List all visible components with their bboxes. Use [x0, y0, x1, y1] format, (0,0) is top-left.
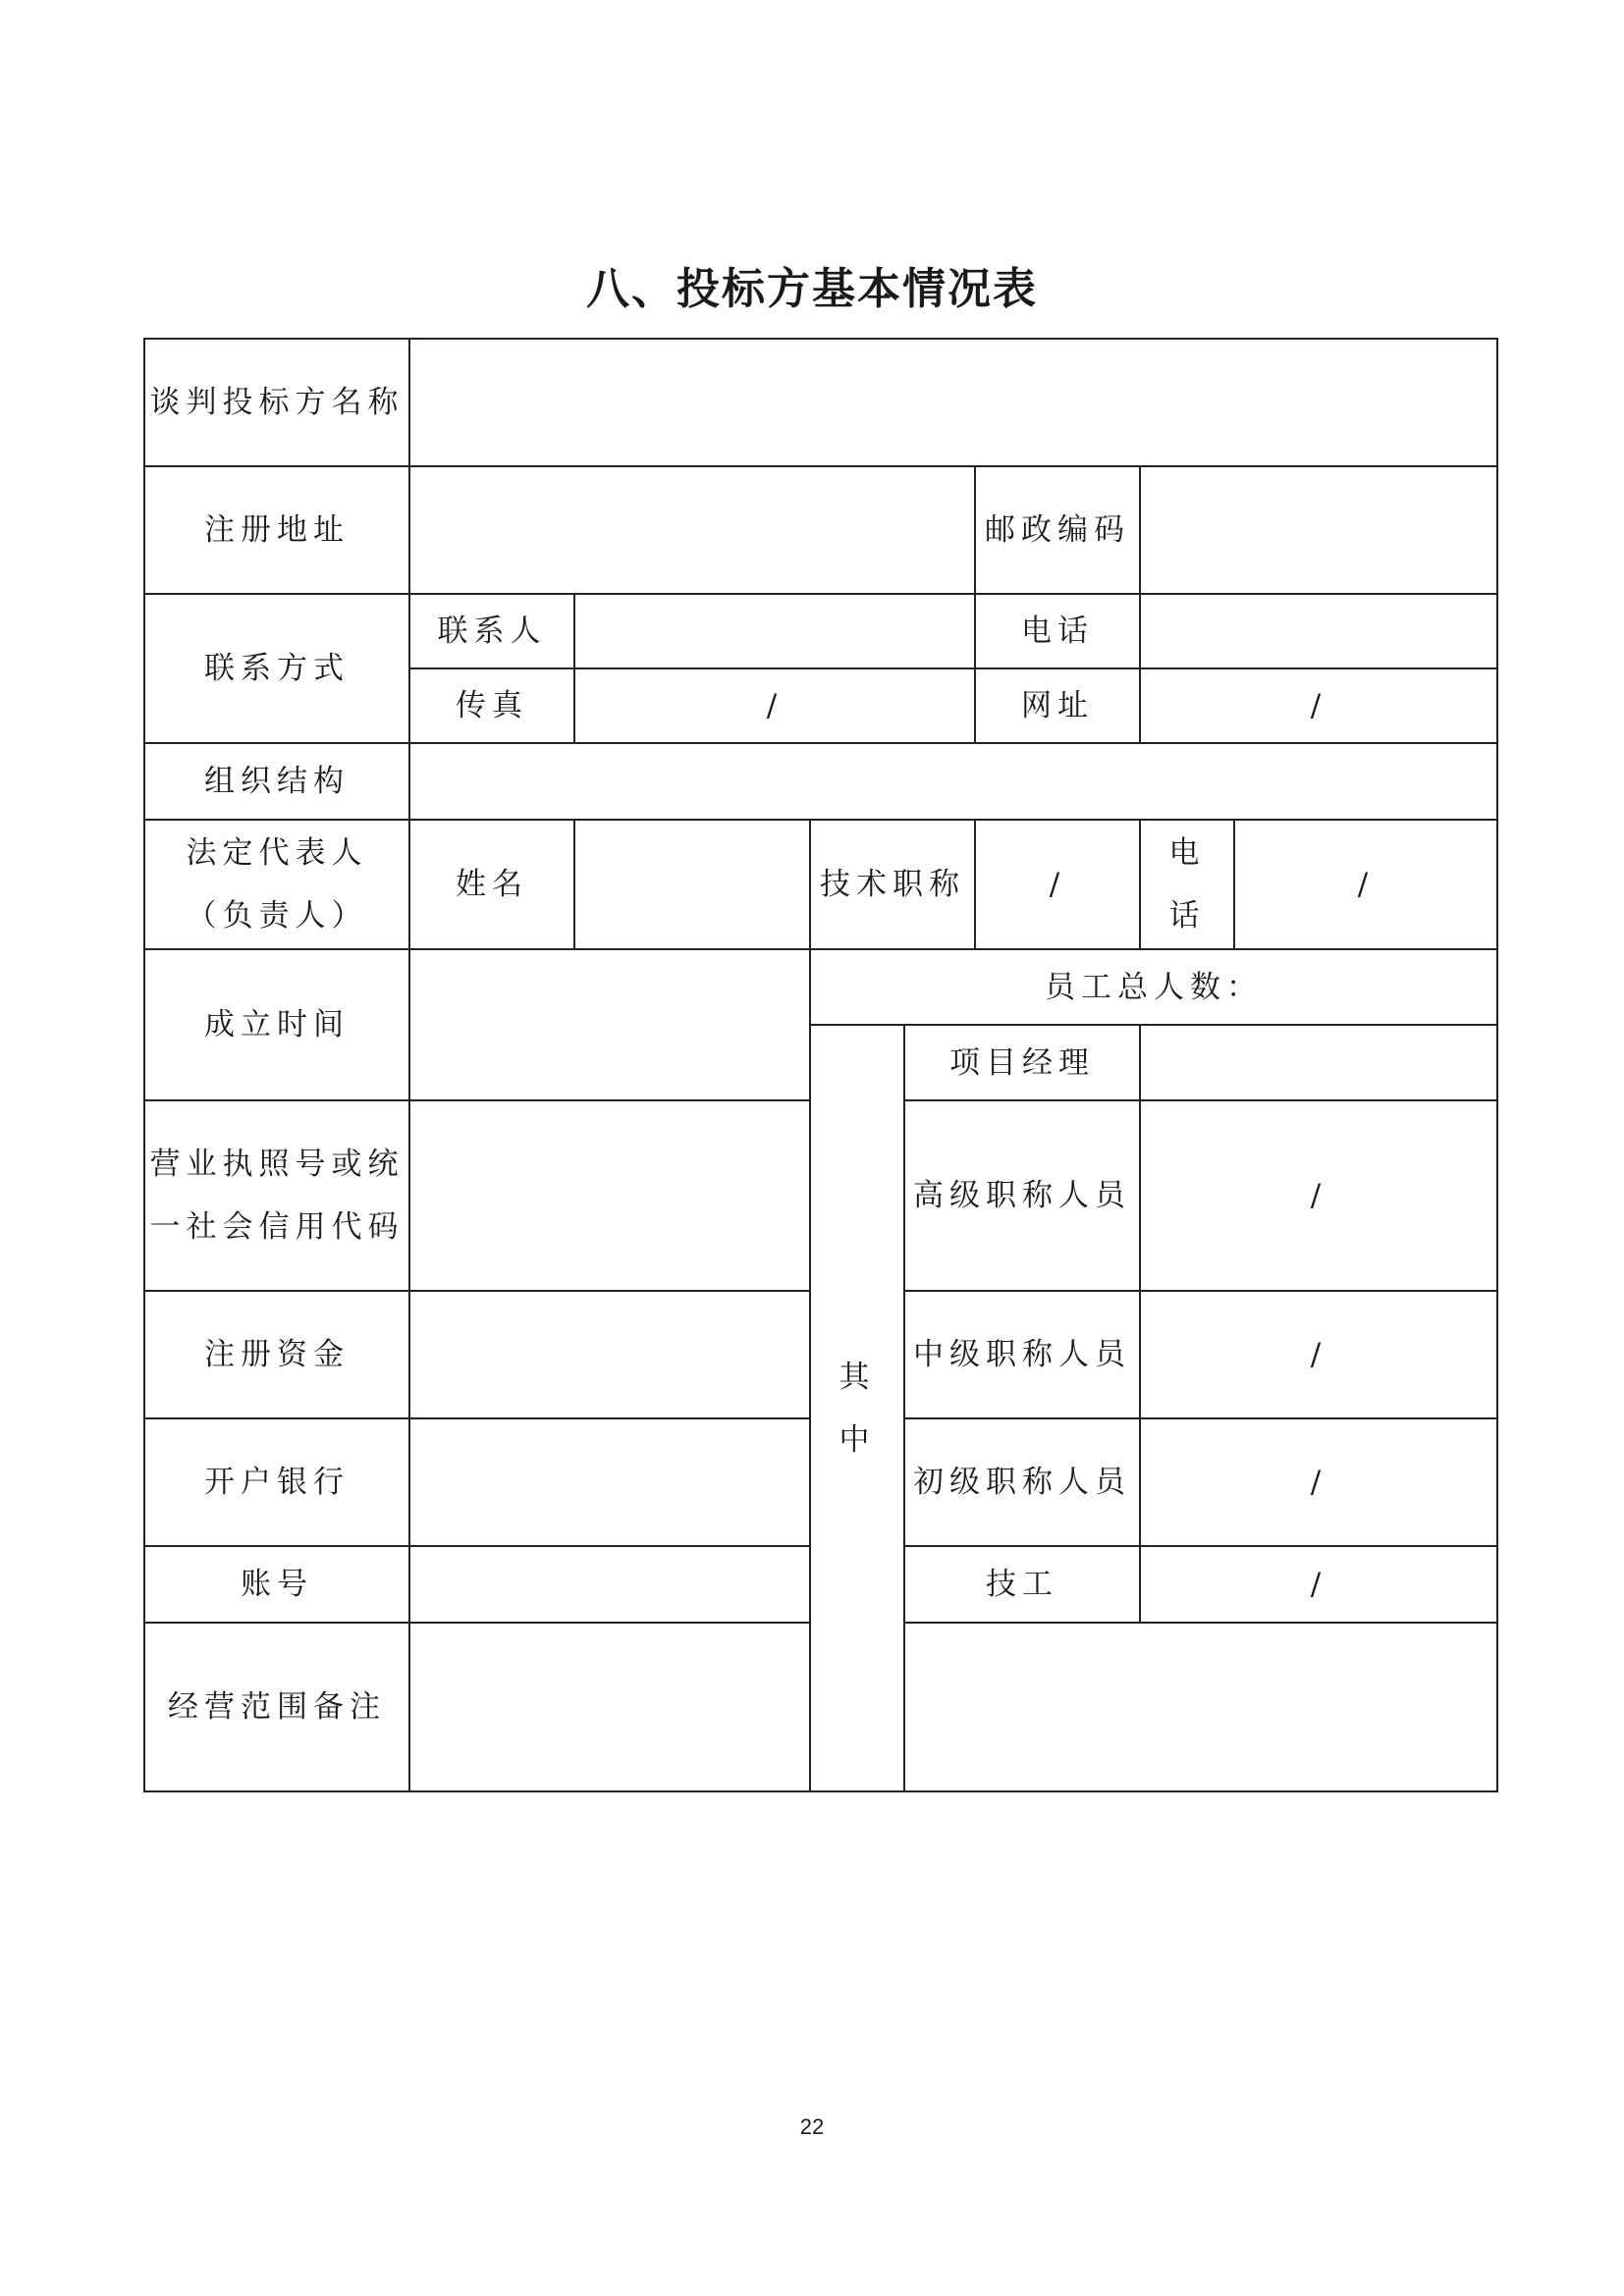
input-project-manager[interactable] — [1140, 1025, 1497, 1100]
label-rep-phone — [1140, 820, 1234, 949]
input-license[interactable] — [409, 1100, 810, 1291]
among-char1: 其 — [839, 1359, 876, 1395]
label-established: 成立时间 — [144, 949, 409, 1100]
label-legal-rep — [144, 820, 409, 949]
page-title: 八、投标方基本情况表 — [586, 264, 1038, 314]
input-account[interactable] — [409, 1546, 810, 1623]
label-reg-address: 注册地址 — [144, 466, 409, 594]
label-license — [144, 1100, 409, 1291]
value-mid-staff[interactable]: / — [1140, 1291, 1497, 1418]
input-scope[interactable] — [409, 1623, 1497, 1791]
label-total-staff: 员工总人数： — [810, 949, 1497, 1025]
input-established[interactable] — [409, 949, 810, 1100]
label-contact-person: 联系人 — [409, 594, 574, 668]
label-reg-capital: 注册资金 — [144, 1291, 409, 1418]
rep-phone-char1: 电 — [1168, 835, 1206, 871]
label-bank: 开户银行 — [144, 1418, 409, 1546]
value-technician[interactable]: / — [1140, 1546, 1497, 1623]
label-account: 账号 — [144, 1546, 409, 1623]
license-line2: 一社会信用代码 — [149, 1209, 405, 1245]
label-phone: 电话 — [975, 594, 1140, 668]
value-fax[interactable]: / — [574, 668, 975, 743]
value-website[interactable]: / — [1140, 668, 1497, 743]
input-name[interactable] — [574, 820, 810, 949]
label-postcode: 邮政编码 — [975, 466, 1140, 594]
label-mid-staff: 中级职称人员 — [904, 1291, 1140, 1418]
label-junior-staff: 初级职称人员 — [904, 1418, 1140, 1546]
value-tech-title[interactable]: / — [975, 820, 1140, 949]
legal-rep-line1: 法定代表人 — [186, 835, 368, 871]
label-scope: 经营范围备注 — [144, 1623, 409, 1791]
label-technician: 技工 — [904, 1546, 1140, 1623]
rep-phone-char2: 话 — [1168, 898, 1206, 934]
license-line1: 营业执照号或统 — [149, 1147, 405, 1182]
page-number: 22 — [799, 2114, 825, 2139]
input-contact-person[interactable] — [574, 594, 975, 668]
input-bidder-name[interactable] — [409, 339, 1497, 466]
label-name: 姓名 — [409, 820, 574, 949]
value-junior-staff[interactable]: / — [1140, 1418, 1497, 1546]
value-senior-staff[interactable]: / — [1140, 1100, 1497, 1291]
bidder-info-table — [143, 338, 1498, 1792]
label-contact: 联系方式 — [144, 594, 409, 743]
among-char2: 中 — [839, 1421, 876, 1458]
label-website: 网址 — [975, 668, 1140, 743]
label-project-manager: 项目经理 — [904, 1025, 1140, 1100]
input-reg-capital[interactable] — [409, 1291, 810, 1418]
value-rep-phone[interactable]: / — [1234, 820, 1497, 949]
input-org-structure[interactable] — [409, 743, 1497, 820]
input-postcode[interactable] — [1140, 466, 1497, 594]
label-bidder-name: 谈判投标方名称 — [144, 339, 409, 466]
input-bank[interactable] — [409, 1418, 810, 1546]
label-tech-title: 技术职称 — [810, 820, 975, 949]
label-senior-staff: 高级职称人员 — [904, 1100, 1140, 1291]
legal-rep-line2: （负责人） — [186, 898, 368, 934]
input-reg-address[interactable] — [409, 466, 975, 594]
input-phone[interactable] — [1140, 594, 1497, 668]
label-fax: 传真 — [409, 668, 574, 743]
label-org-structure: 组织结构 — [144, 743, 409, 820]
